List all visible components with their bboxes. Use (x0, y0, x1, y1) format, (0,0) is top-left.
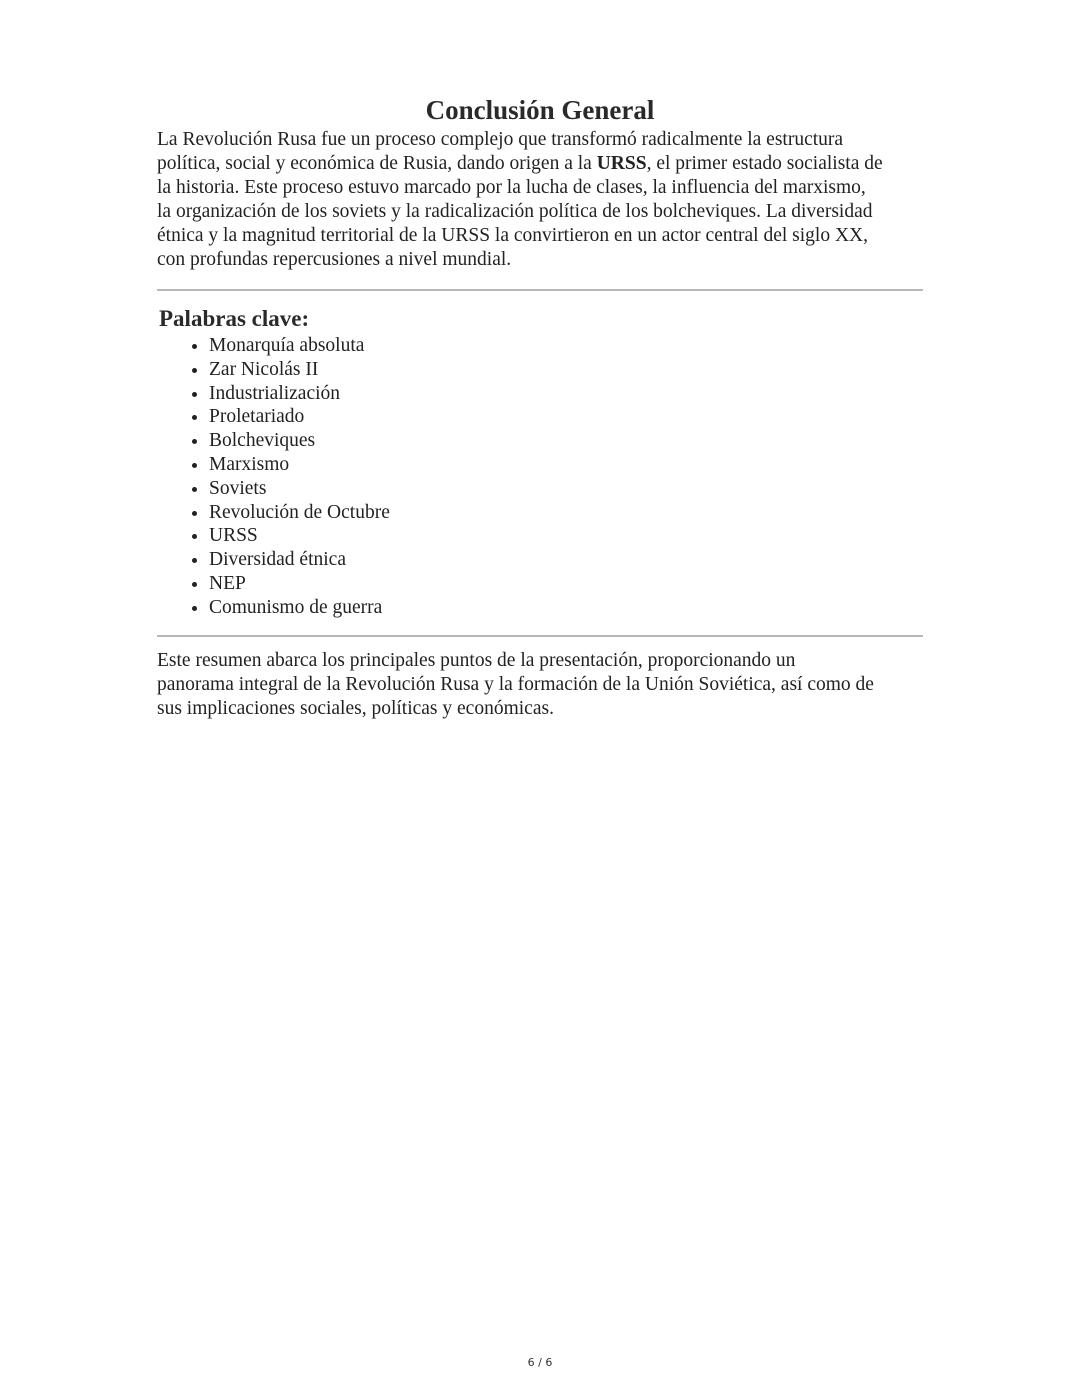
summary-paragraph (157, 649, 923, 721)
keyword-item: • Comunismo de guerra (209, 596, 923, 620)
section-title: Conclusión General (425, 95, 655, 125)
text-line: La Revolución Rusa fue un proceso complejo que transformó radicalmente la estructura (157, 129, 844, 150)
bold-term: URSS (596, 153, 647, 174)
keyword-item: • Monarquía absoluta (209, 334, 923, 358)
keyword-item: • NEP (209, 572, 923, 596)
divider (157, 635, 923, 637)
text-line (157, 152, 923, 176)
keywords-heading: Palabras clave: (159, 306, 310, 331)
keyword-item: • Zar Nicolás II (209, 358, 923, 382)
keyword-item: • Soviets (209, 477, 923, 501)
keyword-item: • Marxismo (209, 453, 923, 477)
text-line: panorama integral de la Revolución Rusa y la formación de la Unión Soviética, así como de (157, 673, 874, 695)
page-number: 6 / 6 (527, 1356, 553, 1369)
text-line: con profundas repercusiones a nivel mundial. (157, 249, 512, 270)
keyword-item: • Industrialización (209, 382, 923, 406)
text-line: la organización de los soviets y la radicalización política de los bolcheviques. La diversidad (157, 201, 873, 222)
divider (157, 289, 923, 291)
text-line: la historia. Este proceso estuvo marcado por la lucha de clases, la influencia del marxismo, (157, 177, 866, 198)
keyword-item: • Bolcheviques (209, 429, 923, 453)
conclusion-paragraph (157, 128, 923, 272)
document-page (157, 92, 923, 721)
text-line: étnica y la magnitud territorial de la URSS la convirtieron en un actor central del siglo XX, (157, 225, 868, 246)
keywords-list (157, 334, 923, 620)
text-segment: política, social y económica de Rusia, dando origen a la (157, 153, 597, 174)
text-line: Este resumen abarca los principales puntos de la presentación, proporcionando un (157, 649, 796, 671)
text-segment: , el primer estado socialista de (646, 153, 883, 174)
keyword-item: • URSS (209, 524, 923, 548)
keyword-item: • Revolución de Octubre (209, 501, 923, 525)
text-line: sus implicaciones sociales, políticas y económicas. (157, 697, 554, 719)
keyword-item: • Proletariado (209, 405, 923, 429)
keyword-item: • Diversidad étnica (209, 548, 923, 572)
